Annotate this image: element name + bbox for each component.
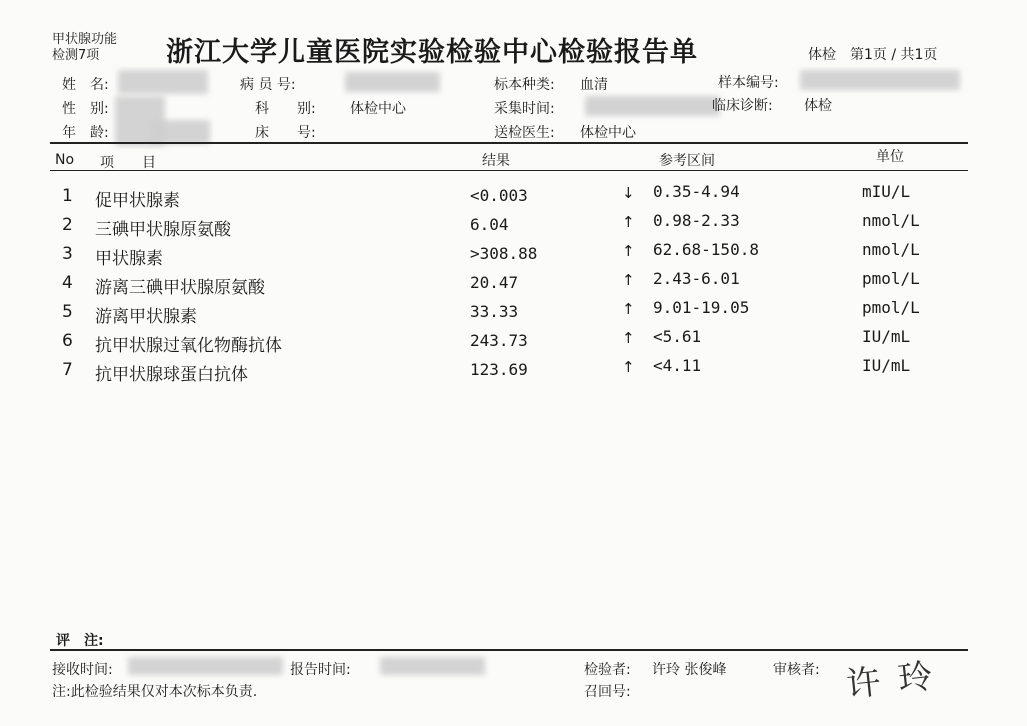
specimen-type-value: 血清 xyxy=(580,77,608,93)
test-name xyxy=(52,32,117,64)
header-bottom-rule xyxy=(50,170,968,171)
row-5-unit: pmol/L xyxy=(862,298,920,317)
footer-rule xyxy=(50,649,968,651)
row-4-ref: 2.43-6.01 xyxy=(653,269,740,288)
page-info: 体检 第1页 / 共1页 xyxy=(808,47,938,63)
row-4-flag: ↑ xyxy=(622,271,635,289)
diagnosis-value: 体检 xyxy=(804,98,832,114)
age-label: 年 龄: xyxy=(62,125,109,141)
redacted-report-time xyxy=(380,657,485,675)
dept-value: 体检中心 xyxy=(350,101,406,117)
row-6-item: 抗甲状腺过氧化物酶抗体 xyxy=(95,336,282,356)
sex-label: 性 别: xyxy=(62,101,109,117)
test-name-line1: 甲状腺功能 xyxy=(52,32,118,47)
row-1-flag: ↓ xyxy=(622,184,635,202)
row-4-item: 游离三碘甲状腺原氨酸 xyxy=(95,278,265,298)
inspector-value: 许玲 张俊峰 xyxy=(652,662,727,678)
inspector-label: 检验者: xyxy=(584,662,631,678)
row-7-ref: <4.11 xyxy=(653,356,702,375)
row-2-result: 6.04 xyxy=(470,215,509,234)
row-3-no: 3 xyxy=(62,244,73,264)
row-3-unit: nmol/L xyxy=(862,240,920,259)
row-6-unit: IU/mL xyxy=(862,327,911,346)
row-1-item: 促甲状腺素 xyxy=(95,191,180,211)
col-ref-header: 参考区间 xyxy=(659,153,715,169)
row-5-result: 33.33 xyxy=(470,302,519,321)
row-7-flag: ↑ xyxy=(622,358,635,376)
comment-label: 评 注: xyxy=(56,633,104,649)
row-5-item: 游离甲状腺素 xyxy=(95,307,197,327)
reviewer-signature: 许玲 xyxy=(844,654,953,706)
row-6-no: 6 xyxy=(62,331,73,351)
row-2-no: 2 xyxy=(62,215,73,235)
row-1-ref: 0.35-4.94 xyxy=(653,182,740,201)
row-6-ref: <5.61 xyxy=(653,327,702,346)
report-time-label: 报告时间: xyxy=(290,662,351,678)
row-5-ref: 9.01-19.05 xyxy=(653,298,750,317)
col-no-header: No xyxy=(55,152,75,168)
row-3-flag: ↑ xyxy=(622,242,635,260)
receive-time-label: 接收时间: xyxy=(52,662,113,678)
row-6-flag: ↑ xyxy=(622,329,635,347)
row-4-unit: pmol/L xyxy=(862,269,920,288)
row-4-no: 4 xyxy=(62,273,73,293)
col-unit-header: 单位 xyxy=(876,149,904,165)
row-1-result: <0.003 xyxy=(470,186,528,205)
col-item-header: 项 目 xyxy=(100,155,156,171)
col-result-header: 结果 xyxy=(482,153,510,169)
row-7-item: 抗甲状腺球蛋白抗体 xyxy=(95,365,248,385)
redacted-name xyxy=(118,70,208,94)
name-label: 姓 名: xyxy=(62,77,109,93)
test-name-line2: 检测7项 xyxy=(52,48,100,63)
redacted-sample-no xyxy=(800,70,960,90)
row-6-result: 243.73 xyxy=(470,331,528,350)
bed-label: 床 号: xyxy=(255,125,316,141)
sample-no-label: 样本编号: xyxy=(718,75,779,91)
row-7-result: 123.69 xyxy=(470,360,528,379)
reviewer-label: 审核者: xyxy=(773,662,820,678)
row-7-no: 7 xyxy=(62,360,73,380)
dept-label: 科 别: xyxy=(255,101,316,117)
report-title: 浙江大学儿童医院实验检验中心检验报告单 xyxy=(166,37,698,68)
row-5-no: 5 xyxy=(62,302,73,322)
disclaimer-note: 注:此检验结果仅对本次标本负责. xyxy=(52,684,258,700)
row-5-flag: ↑ xyxy=(622,300,635,318)
row-2-ref: 0.98-2.33 xyxy=(653,211,740,230)
header-top-rule xyxy=(50,142,968,144)
row-2-unit: nmol/L xyxy=(862,211,920,230)
collect-time-label: 采集时间: xyxy=(494,101,555,117)
row-1-no: 1 xyxy=(62,186,73,206)
row-3-ref: 62.68-150.8 xyxy=(653,240,759,259)
sender-value: 体检中心 xyxy=(580,125,636,141)
diagnosis-label: 临床诊断: xyxy=(712,98,773,114)
row-3-result: >308.88 xyxy=(470,244,538,263)
redacted-patient-id xyxy=(345,72,440,92)
row-2-item: 三碘甲状腺原氨酸 xyxy=(95,220,231,240)
row-3-item: 甲状腺素 xyxy=(95,249,163,269)
specimen-type-label: 标本种类: xyxy=(494,77,555,93)
row-7-unit: IU/mL xyxy=(862,356,911,375)
sender-label: 送检医生: xyxy=(494,125,555,141)
row-1-unit: mIU/L xyxy=(862,182,911,201)
row-2-flag: ↑ xyxy=(622,213,635,231)
redacted-age xyxy=(150,120,210,144)
redacted-receive-time xyxy=(128,657,283,675)
patient-id-label: 病 员 号: xyxy=(240,77,296,93)
row-4-result: 20.47 xyxy=(470,273,519,292)
recall-label: 召回号: xyxy=(584,684,631,700)
redacted-collect-time xyxy=(585,96,720,116)
